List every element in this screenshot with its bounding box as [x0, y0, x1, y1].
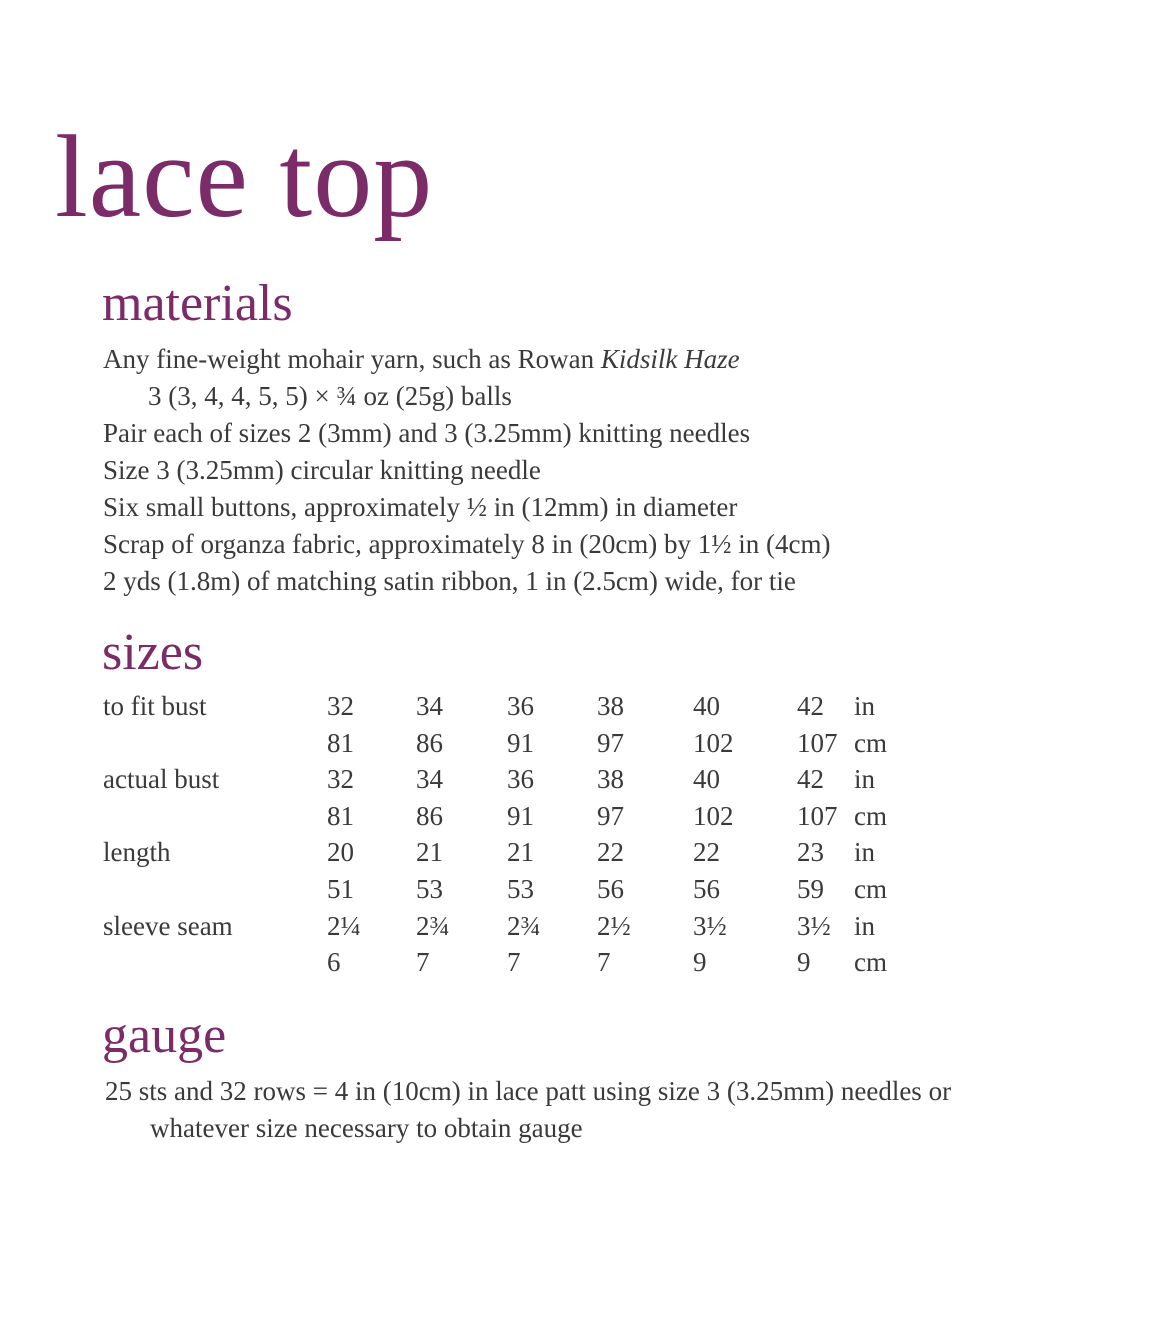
size-value-cell: 86: [416, 727, 443, 758]
size-value-cell: 21: [416, 837, 443, 868]
size-value-cell: 2¼: [327, 910, 361, 941]
size-unit-cell: in: [854, 837, 876, 868]
size-value-cell: 7: [597, 947, 611, 978]
materials-item: [103, 341, 1153, 378]
size-value-cell: 9: [693, 947, 707, 978]
table-row: [103, 761, 904, 798]
materials-item-text: 3 (3, 4, 4, 5, 5) × ¾ oz (25g) balls: [148, 381, 512, 411]
materials-item-text: 2 yds (1.8m) of matching satin ribbon, 1 in (2.5cm) wide, for tie: [103, 566, 796, 596]
size-value-cell: 7: [507, 947, 521, 978]
size-value-cell: 20: [327, 837, 354, 868]
size-value-cell: 42: [797, 764, 824, 795]
materials-item: [103, 489, 1153, 526]
gauge-line: 25 sts and 32 rows = 4 in (10cm) in lace patt using size 3 (3.25mm) needles or: [105, 1076, 952, 1106]
size-unit-cell: in: [854, 910, 876, 941]
materials-item-text: Six small buttons, approximately ½ in (12mm) in diameter: [103, 492, 738, 522]
table-row: [103, 688, 904, 725]
size-value-cell: 40: [693, 764, 720, 795]
page-title: lace top: [55, 111, 434, 242]
size-value-cell: 7: [416, 947, 430, 978]
size-value-cell: 97: [597, 800, 624, 831]
size-value-cell: 102: [693, 727, 734, 758]
size-value-cell: 91: [507, 727, 534, 758]
sizes-table: [103, 688, 904, 981]
size-value-cell: 2½: [597, 910, 631, 941]
size-measurement-label: to fit bust: [103, 691, 207, 721]
table-row: [103, 908, 904, 945]
table-row: [103, 944, 904, 981]
size-measurement-label: [103, 725, 327, 762]
size-measurement-label: actual bust: [103, 764, 220, 795]
size-value-cell: 3½: [797, 910, 831, 941]
size-value-cell: 81: [327, 800, 354, 831]
table-row: [103, 834, 904, 871]
size-value-cell: 40: [693, 691, 720, 721]
size-value-cell: 51: [327, 873, 354, 904]
size-value-cell: 32: [327, 691, 354, 721]
materials-heading: materials: [102, 275, 293, 332]
materials-item-text: Scrap of organza fabric, approximately 8 in (20cm) by 1½ in (4cm): [103, 529, 831, 559]
materials-item-text: Pair each of sizes 2 (3mm) and 3 (3.25mm) knitting needles: [103, 418, 751, 448]
size-value-cell: 9: [797, 947, 811, 978]
sizes-heading: sizes: [102, 624, 204, 681]
size-value-cell: 53: [507, 873, 534, 904]
gauge-line: whatever size necessary to obtain gauge: [150, 1113, 583, 1143]
size-measurement-label: [103, 871, 327, 908]
size-measurement-label: sleeve seam: [103, 910, 233, 941]
size-unit-cell: cm: [854, 727, 887, 758]
table-row: [103, 871, 904, 908]
gauge-text: [105, 1073, 1105, 1147]
size-unit-cell: cm: [854, 947, 887, 978]
size-value-cell: 32: [327, 764, 354, 795]
size-measurement-label: [103, 944, 327, 981]
size-unit-cell: cm: [854, 800, 887, 831]
size-value-cell: 3½: [693, 910, 727, 941]
materials-item: [103, 378, 1153, 415]
size-value-cell: 6: [327, 947, 341, 978]
size-value-cell: 107: [797, 727, 838, 758]
size-value-cell: 86: [416, 800, 443, 831]
size-value-cell: 59: [797, 873, 824, 904]
materials-item-text: Size 3 (3.25mm) circular knitting needle: [103, 455, 541, 485]
materials-item: [103, 526, 1153, 563]
size-value-cell: 2¾: [507, 910, 541, 941]
size-unit-cell: in: [854, 691, 876, 721]
size-value-cell: 22: [693, 837, 720, 868]
size-unit-cell: cm: [854, 873, 887, 904]
materials-list: [103, 341, 1153, 600]
table-row: [103, 725, 904, 762]
materials-item: [103, 415, 1153, 452]
materials-item: [103, 563, 1153, 600]
size-value-cell: 2¾: [416, 910, 450, 941]
size-value-cell: 91: [507, 800, 534, 831]
table-row: [103, 798, 904, 835]
size-value-cell: 21: [507, 837, 534, 868]
materials-item-text: Any fine-weight mohair yarn, such as Rowan: [103, 344, 601, 374]
size-value-cell: 36: [507, 691, 534, 721]
size-value-cell: 56: [597, 873, 624, 904]
size-measurement-label: length: [103, 837, 171, 868]
materials-item: [103, 452, 1153, 489]
size-value-cell: 97: [597, 727, 624, 758]
size-value-cell: 42: [797, 691, 824, 721]
size-value-cell: 23: [797, 837, 824, 868]
size-value-cell: 53: [416, 873, 443, 904]
size-value-cell: 107: [797, 800, 838, 831]
size-value-cell: 38: [597, 764, 624, 795]
size-value-cell: 22: [597, 837, 624, 868]
size-measurement-label: [103, 798, 327, 835]
size-value-cell: 38: [597, 691, 624, 721]
size-value-cell: 81: [327, 727, 354, 758]
yarn-brand-name: Kidsilk Haze: [600, 344, 740, 374]
size-unit-cell: in: [854, 764, 876, 795]
size-value-cell: 56: [693, 873, 720, 904]
size-value-cell: 34: [416, 691, 443, 721]
size-value-cell: 36: [507, 764, 534, 795]
size-value-cell: 34: [416, 764, 443, 795]
size-value-cell: 102: [693, 800, 734, 831]
gauge-heading: gauge: [102, 1007, 227, 1064]
